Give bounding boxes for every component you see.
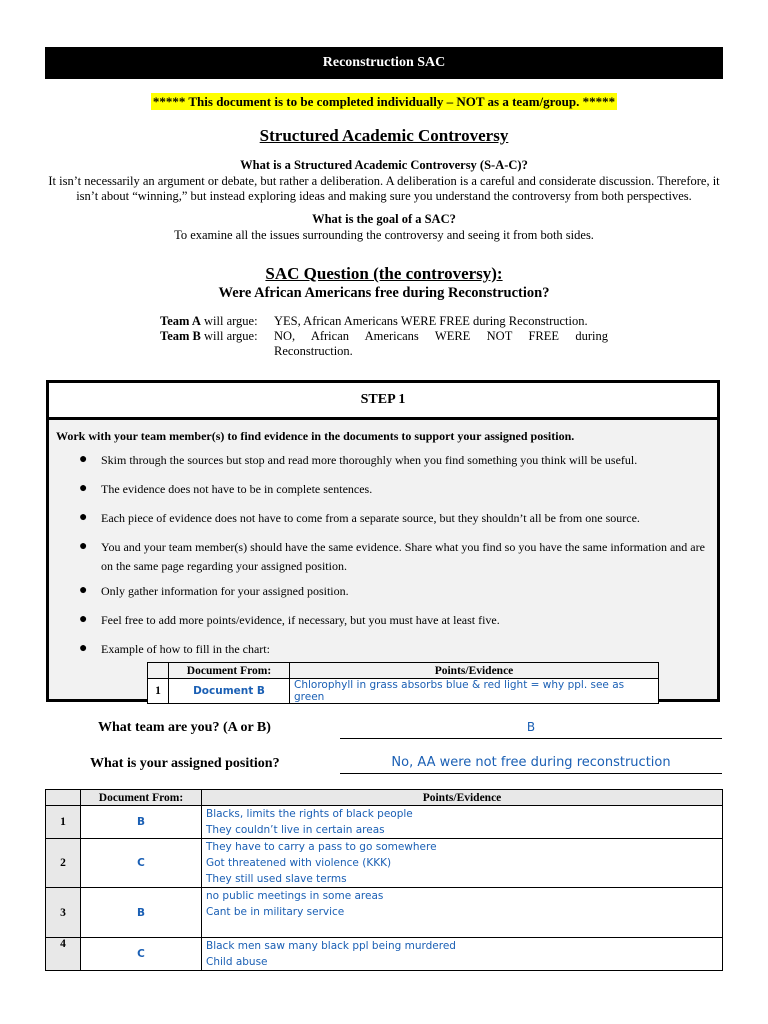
question-what-is-sac: What is a Structured Academic Controversy (S-A-C)? <box>240 158 528 172</box>
evidence-line: They still used slave terms <box>206 873 347 885</box>
answer-what-is-sac: It isn’t necessarily an argument or debate, but rather a deliberation. A deliberation is a careful and considerate discussion. Therefore, it isn’t about “winning,” but instead exploring ideas and making sure you understand the controversy from both perspectives. <box>48 174 720 203</box>
evidence-header-blank <box>46 790 81 806</box>
example-header-doc: Document From: <box>169 663 290 679</box>
example-doc-cell: Document B <box>169 679 290 704</box>
table-row <box>46 938 723 971</box>
team-b-position <box>274 329 608 359</box>
row-number: 4 <box>46 938 81 971</box>
example-points-cell: Chlorophyll in grass absorbs blue & red light = why ppl. see as green <box>290 679 659 704</box>
step1-intro: Work with your team member(s) to find evidence in the documents to support your assigned position. <box>56 429 575 443</box>
example-header-points: Points/Evidence <box>290 663 659 679</box>
bullet-icon: ● <box>79 481 88 496</box>
step1-bullet: You and your team member(s) should have the same evidence. Share what you find so you have the same information and are on the same page regarding your assigned position. <box>101 540 705 573</box>
position-answer-field[interactable]: No, AA were not free during reconstruction <box>340 755 722 774</box>
team-b-position-line2: Reconstruction. <box>274 344 353 358</box>
bullet-icon: ● <box>79 583 88 598</box>
evidence-line: Black men saw many black ppl being murdered <box>206 940 456 952</box>
evidence-line: no public meetings in some areas <box>206 890 384 902</box>
points-cell[interactable] <box>202 839 723 888</box>
doc-cell[interactable]: B <box>81 888 202 938</box>
points-cell[interactable] <box>202 806 723 839</box>
sac-question-heading: SAC Question (the controversy): <box>265 264 503 283</box>
document-title: Reconstruction SAC <box>45 47 723 79</box>
evidence-line: Got threatened with violence (KKK) <box>206 857 392 869</box>
team-b-position-line1: NO, African Americans WERE NOT FREE during <box>274 329 608 343</box>
row-number: 1 <box>46 806 81 839</box>
evidence-table <box>45 789 723 971</box>
individual-warning <box>0 94 768 110</box>
doc-cell[interactable]: C <box>81 839 202 888</box>
step1-bullet: Example of how to fill in the chart: <box>101 642 270 656</box>
step1-bullet: The evidence does not have to be in complete sentences. <box>101 482 373 496</box>
team-a-position: YES, African Americans WERE FREE during Reconstruction. <box>274 314 588 328</box>
step1-bullet: Feel free to add more points/evidence, if necessary, but you must have at least five. <box>101 613 500 627</box>
team-answer-field[interactable]: B <box>340 720 722 739</box>
team-a-name: Team A <box>160 314 201 328</box>
step1-box <box>46 380 720 702</box>
example-header-blank <box>148 663 169 679</box>
points-cell[interactable] <box>202 888 723 938</box>
table-row <box>46 888 723 938</box>
bullet-icon: ● <box>79 641 88 656</box>
evidence-header-doc: Document From: <box>81 790 202 806</box>
step1-bullet: Only gather information for your assigned position. <box>101 584 349 598</box>
evidence-line: They couldn’t live in certain areas <box>206 824 385 836</box>
will-argue-b: will argue: <box>204 329 258 343</box>
evidence-header-points: Points/Evidence <box>202 790 723 806</box>
bullet-icon: ● <box>79 612 88 627</box>
evidence-line: Blacks, limits the rights of black people <box>206 808 413 820</box>
evidence-line: Child abuse <box>206 956 268 968</box>
step1-bullet: Skim through the sources but stop and read more thoroughly when you find something you think will be useful. <box>101 453 638 467</box>
sac-heading: Structured Academic Controversy <box>259 126 509 145</box>
position-question-label: What is your assigned position? <box>90 756 280 771</box>
table-row <box>46 839 723 888</box>
step1-bullet: Each piece of evidence does not have to come from a separate source, but they shouldn’t all be from one source. <box>101 511 640 525</box>
answer-goal: To examine all the issues surrounding the controversy and seeing it from both sides. <box>174 228 594 242</box>
bullet-icon: ● <box>79 510 88 525</box>
doc-cell[interactable]: B <box>81 806 202 839</box>
evidence-line: They have to carry a pass to go somewhere <box>206 841 437 853</box>
bullet-icon: ● <box>79 452 88 467</box>
example-row-number: 1 <box>148 679 169 704</box>
table-row <box>46 806 723 839</box>
step1-title: STEP 1 <box>49 383 717 420</box>
example-table <box>147 662 659 704</box>
doc-cell[interactable]: C <box>81 938 202 971</box>
row-number: 3 <box>46 888 81 938</box>
team-question-label: What team are you? (A or B) <box>98 720 271 735</box>
points-cell[interactable] <box>202 938 723 971</box>
sac-question-text: Were African Americans free during Reconstruction? <box>218 285 550 301</box>
team-b-label <box>160 329 272 344</box>
team-b-name: Team B <box>160 329 201 343</box>
warning-text: ***** This document is to be completed individually – NOT as a team/group. ***** <box>152 94 616 109</box>
evidence-line: Cant be in military service <box>206 906 345 918</box>
team-a-label <box>160 314 272 329</box>
will-argue-a: will argue: <box>204 314 258 328</box>
question-goal: What is the goal of a SAC? <box>312 212 456 226</box>
bullet-icon: ● <box>79 539 88 554</box>
row-number: 2 <box>46 839 81 888</box>
